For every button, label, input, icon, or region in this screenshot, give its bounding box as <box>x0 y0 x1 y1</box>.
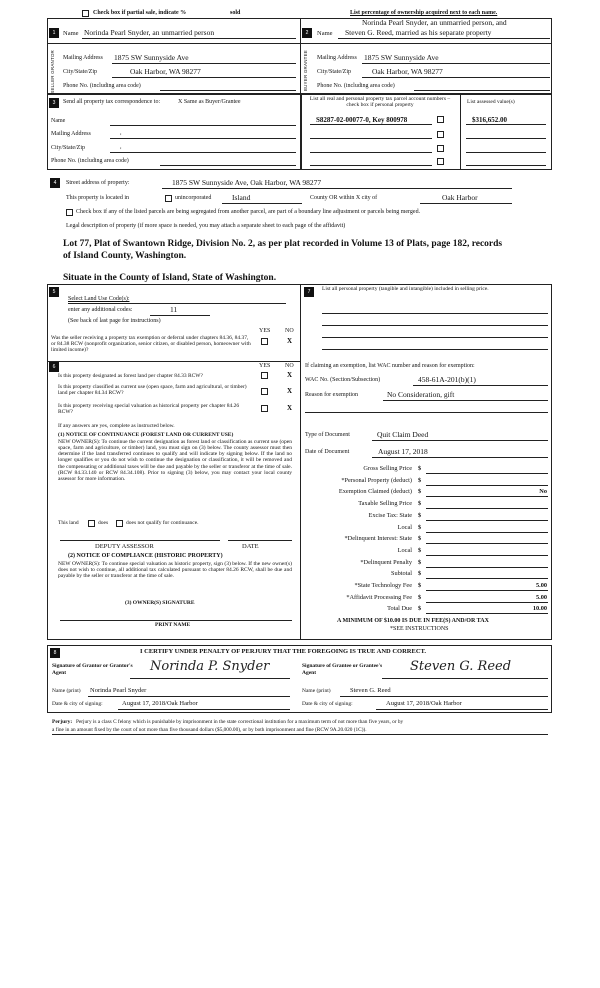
grantee-signature[interactable]: Steven G. Reed <box>410 659 512 674</box>
document-date-value[interactable]: August 17, 2018 <box>378 447 428 456</box>
section5-yes-header: YES <box>259 328 271 334</box>
claim-exemption-label: If claiming an exemption, list WAC number and reason for exemption: <box>305 363 475 369</box>
current-use-question: Is this property classified as current use (open space, farm and agricultural, or timber) land per chapter 84.34 RCW? <box>58 384 247 397</box>
section-1-badge: 1 <box>49 28 59 38</box>
section5-no-header: NO <box>285 328 294 334</box>
grantor-date-city[interactable]: August 17, 2018/Oak Harbor <box>122 700 198 707</box>
buyer-name-line1[interactable]: Norinda Pearl Snyder, an unmarried person, and <box>362 18 507 27</box>
grantee-name-label: Name (print) <box>302 688 331 694</box>
city-value[interactable]: Oak Harbor <box>442 193 478 202</box>
seller-grantor-side-label: SELLER GRANTOR <box>50 50 55 94</box>
fee-label: Exemption Claimed (deduct) <box>338 488 412 495</box>
grantor-printed-name[interactable]: Norinda Pearl Snyder <box>90 687 147 694</box>
seller-name-label: Name <box>63 30 79 37</box>
exemption-yes-checkbox[interactable] <box>261 338 268 345</box>
fee-label: *Affidavit Processing Fee <box>346 594 412 601</box>
parcel-number[interactable]: S8287-02-00077-0, Key 800978 <box>316 116 408 124</box>
parcel-1-personal-checkbox[interactable] <box>437 116 444 123</box>
buyer-name-line2[interactable]: Steven G. Reed, married as his separate property <box>345 28 492 37</box>
minimum-fee-note: A MINIMUM OF $10.00 IS DUE IN FEE(S) AND/OR TAX <box>337 618 489 624</box>
parcel-2-personal-checkbox[interactable] <box>437 131 444 138</box>
section-5-badge: 5 <box>49 287 59 297</box>
fee-dollar-sign: $ <box>418 500 422 507</box>
fee-value[interactable]: 5.00 <box>535 594 547 601</box>
section-6-badge: 6 <box>49 362 59 372</box>
forest-land-question: Is this property designated as forest land per chapter 84.33 RCW? <box>58 373 203 379</box>
parcel-header: List all real and personal property tax parcel account numbers – check box if personal property <box>309 96 451 109</box>
current-use-yes-checkbox[interactable] <box>261 388 268 395</box>
buyer-city-label: City/State/Zip <box>317 69 351 75</box>
fee-label: Local <box>397 547 412 554</box>
wac-label: WAC No. (Section/Subsection) <box>305 377 381 383</box>
fee-dollar-sign: $ <box>418 547 422 554</box>
see-instructions-note: *SEE INSTRUCTIONS <box>390 626 449 632</box>
deputy-assessor-label: DEPUTY ASSESSOR <box>95 543 154 550</box>
sold-label: sold <box>230 10 241 16</box>
land-use-label: Select Land Use Code(s): <box>68 296 130 302</box>
street-address-label: Street address of property: <box>66 180 130 186</box>
fee-dollar-sign: $ <box>418 488 422 495</box>
current-use-no-answer[interactable]: X <box>287 387 293 395</box>
parcel-4-personal-checkbox[interactable] <box>437 158 444 165</box>
tax-city-comma: , <box>120 144 122 150</box>
does-label: does <box>98 520 109 526</box>
fee-dollar-sign: $ <box>418 524 422 531</box>
historic-question: Is this property receiving special valuation as historical property per chapter 84.26 RCW? <box>58 403 240 416</box>
does-not-qualify-checkbox[interactable] <box>116 520 123 527</box>
certify-statement: I CERTIFY UNDER PENALTY OF PERJURY THAT THE FOREGOING IS TRUE AND CORRECT. <box>140 648 427 655</box>
fee-label: *Delinquent Penalty <box>360 559 412 566</box>
buyer-name-label: Name <box>317 30 333 37</box>
tax-send-label: Send all property tax correspondence to: <box>63 99 161 105</box>
grantor-date-label: Date & city of signing: <box>52 701 103 707</box>
situate-county-statement[interactable]: Situate in the County of Island, State of Washington. <box>63 273 277 283</box>
does-not-qualify-label: does not qualify for continuance. <box>126 520 199 526</box>
additional-codes-label: enter any additional codes: <box>68 307 133 313</box>
fee-label: *Personal Property (deduct) <box>341 477 412 484</box>
buyer-mailing-address[interactable]: 1875 SW Sunnyside Ave <box>364 53 439 62</box>
section-8-badge: 8 <box>50 648 60 658</box>
historic-no-answer[interactable]: X <box>287 404 293 412</box>
tax-mailing-comma: , <box>120 130 122 136</box>
section-4-badge: 4 <box>50 178 60 188</box>
historic-yes-checkbox[interactable] <box>261 405 268 412</box>
section-3-badge: 3 <box>49 98 59 108</box>
seller-city-state-zip[interactable]: Oak Harbor, WA 98277 <box>130 67 201 76</box>
fee-label: Taxable Selling Price <box>358 500 412 507</box>
notice-compliance-text: NEW OWNER(S): To continue special valuation as historic property, sign (3) below. If the new owner(s) does not wish to continue, all additional tax calculated pursuant to chapter 84.26 RCW, shall be due and payable by the seller or transferor at the time of sale. <box>58 561 292 580</box>
segregated-checkbox[interactable] <box>66 209 73 216</box>
partial-sale-checkbox[interactable] <box>82 10 89 17</box>
exemption-no-answer[interactable]: X <box>287 337 293 345</box>
located-in-label: This property is located in <box>66 195 129 201</box>
parcel-3-personal-checkbox[interactable] <box>437 145 444 152</box>
legal-description-line2[interactable]: of Island County, Washington. <box>63 251 187 261</box>
fee-dollar-sign: $ <box>418 582 422 589</box>
tax-same-as-buyer[interactable]: X Same as Buyer/Grantee <box>178 99 241 105</box>
section6-yes-header: YES <box>259 363 271 369</box>
tax-phone-label: Phone No. (including area code) <box>51 158 129 164</box>
seller-city-label: City/State/Zip <box>63 69 97 75</box>
fee-label: Gross Selling Price <box>363 465 412 472</box>
legal-description-line1[interactable]: Lot 77, Plat of Swantown Ridge, Division No. 2, as per plat recorded in Volume 13 of Plats, page 182, records <box>63 239 503 249</box>
buyer-mailing-label: Mailing Address <box>317 55 357 61</box>
fee-dollar-sign: $ <box>418 465 422 472</box>
unincorporated-checkbox[interactable] <box>165 195 172 202</box>
perjury-text-line1: Perjury is a class C felony which is punishable by imprisonment in the state correctional institution for a maximum term of not more than five years, or by <box>76 719 404 725</box>
grantee-signature-label: Signature of Grantee or Grantee's Agent <box>302 663 383 676</box>
owner-signature-label: (3) OWNER(S) SIGNATURE <box>125 600 195 606</box>
segregated-label: Check box if any of the listed parcels are being segregated from another parcel, are part of a boundary line adjustment or parcels being merged. <box>76 209 421 215</box>
additional-codes-value[interactable]: 11 <box>170 305 178 314</box>
grantor-name-label: Name (print) <box>52 688 81 694</box>
assessed-value-header: List assessed value(s) <box>467 99 515 105</box>
fee-dollar-sign: $ <box>418 559 422 566</box>
notice-continuance-title: (1) NOTICE OF CONTINUANCE (FOREST LAND OR CURRENT USE) <box>58 432 234 438</box>
buyer-city-state-zip[interactable]: Oak Harbor, WA 98277 <box>372 67 443 76</box>
this-land-label: This land <box>58 520 79 526</box>
see-back-note: (See back of last page for instructions) <box>68 318 161 324</box>
wac-value[interactable]: 458-61A-201(b)(1) <box>418 375 476 384</box>
fee-dollar-sign: $ <box>418 605 422 612</box>
seller-name[interactable]: Norinda Pearl Snyder, an unmarried person <box>84 28 215 37</box>
county-value[interactable]: Island <box>232 193 251 202</box>
section6-no-header: NO <box>285 363 294 369</box>
ownership-percentage-note: List percentage of ownership acquired next to each name. <box>350 10 498 16</box>
fee-value[interactable]: No <box>539 488 547 495</box>
county-or-city-label: County OR within X city of <box>310 195 378 201</box>
assessed-value[interactable]: $316,652.00 <box>472 116 507 124</box>
fee-label: Total Due <box>387 605 412 612</box>
exemption-question: Was the seller receiving a property tax exemption or deferral under chapters 84.36, 84.37, or 84.38 RCW (nonprofit organization, senior citizen, or disabled person, homeowner with limited income)? <box>51 335 251 354</box>
fee-dollar-sign: $ <box>418 477 422 484</box>
tax-city-label: City/State/Zip <box>51 145 85 151</box>
if-yes-instructions: If any answers are yes, complete as instructed below. <box>58 423 175 429</box>
legal-description-label: Legal description of property (if more space is needed, you may attach a separate sheet to each page of the affidavit) <box>66 223 346 229</box>
forest-land-no-answer[interactable]: X <box>287 371 293 379</box>
buyer-grantee-side-label: BUYER GRANTEE <box>303 50 308 92</box>
fee-value[interactable]: 10.00 <box>532 605 547 612</box>
grantee-printed-name[interactable]: Steven G. Reed <box>350 687 391 694</box>
section-7-badge: 7 <box>304 287 314 297</box>
buyer-phone-label: Phone No. (including area code) <box>317 83 395 89</box>
fee-label: *Delinquent Interest: State <box>344 535 412 542</box>
perjury-label: Perjury: <box>52 719 73 725</box>
exemption-reason-value[interactable]: No Consideration, gift <box>387 390 455 399</box>
document-type-label: Type of Document <box>305 432 350 438</box>
grantor-signature-label: Signature of Grantor or Grantor's Agent <box>52 663 133 676</box>
personal-property-label: List all personal property (tangible and intangible) included in selling price. <box>322 286 489 292</box>
seller-mailing-address[interactable]: 1875 SW Sunnyside Ave <box>114 53 189 62</box>
notice-compliance-title: (2) NOTICE OF COMPLIANCE (HISTORIC PROPERTY) <box>68 553 223 559</box>
fee-label: *State Technology Fee <box>354 582 412 589</box>
fee-dollar-sign: $ <box>418 594 422 601</box>
fee-dollar-sign: $ <box>418 512 422 519</box>
does-qualify-checkbox[interactable] <box>88 520 95 527</box>
forest-land-yes-checkbox[interactable] <box>261 372 268 379</box>
unincorporated-label: unincorporated <box>175 195 212 201</box>
document-date-label: Date of Document <box>305 449 350 455</box>
exemption-reason-label: Reason for exemption <box>305 392 358 398</box>
fee-label: Subtotal <box>391 570 412 577</box>
fee-label: Local <box>397 524 412 531</box>
fee-value[interactable]: 5.00 <box>535 582 547 589</box>
partial-sale-label: Check box if partial sale, indicate % <box>93 10 187 16</box>
tax-name-label: Name <box>51 118 66 124</box>
seller-phone-label: Phone No. (including area code) <box>63 83 141 89</box>
section-2-badge: 2 <box>302 28 312 38</box>
notice-continuance-text: NEW OWNER(S): To continue the current designation as forest land or classification as current use (open space, farm and agriculture, or timber) land, you must sign on (3) below. The county assessor must then determine if the land transferred continues to qualify and will indicate by signing below. If the land no longer qualifies or you do not wish to continue the designation or classification, it will be removed and the compensating or additional taxes will be due and payable by the seller or transferor at the time of sale. (RCW 84.33.140 or RCW 84.34.108). Prior to signing (3) below, you may contact your local county assessor for more information. <box>58 439 292 482</box>
perjury-text-line2: a fine in an amount fixed by the court of not more than five thousand dollars ($5,000.00), or by both imprisonment and fine (RCW 9A.20.020 (1C)). <box>52 727 367 733</box>
document-type-value[interactable]: Quit Claim Deed <box>377 430 429 439</box>
fee-label: Excise Tax: State <box>368 512 412 519</box>
fee-dollar-sign: $ <box>418 570 422 577</box>
print-name-label: PRINT NAME <box>155 622 191 628</box>
deputy-date-label: DATE <box>242 543 259 550</box>
street-address[interactable]: 1875 SW Sunnyside Ave, Oak Harbor, WA 98277 <box>172 178 322 187</box>
grantor-signature[interactable]: Norinda P. Snyder <box>150 659 270 674</box>
seller-mailing-label: Mailing Address <box>63 55 103 61</box>
grantee-date-city[interactable]: August 17, 2018/Oak Harbor <box>386 700 462 707</box>
fee-dollar-sign: $ <box>418 535 422 542</box>
tax-mailing-label: Mailing Address <box>51 131 91 137</box>
grantee-date-label: Date & city of signing: <box>302 701 353 707</box>
